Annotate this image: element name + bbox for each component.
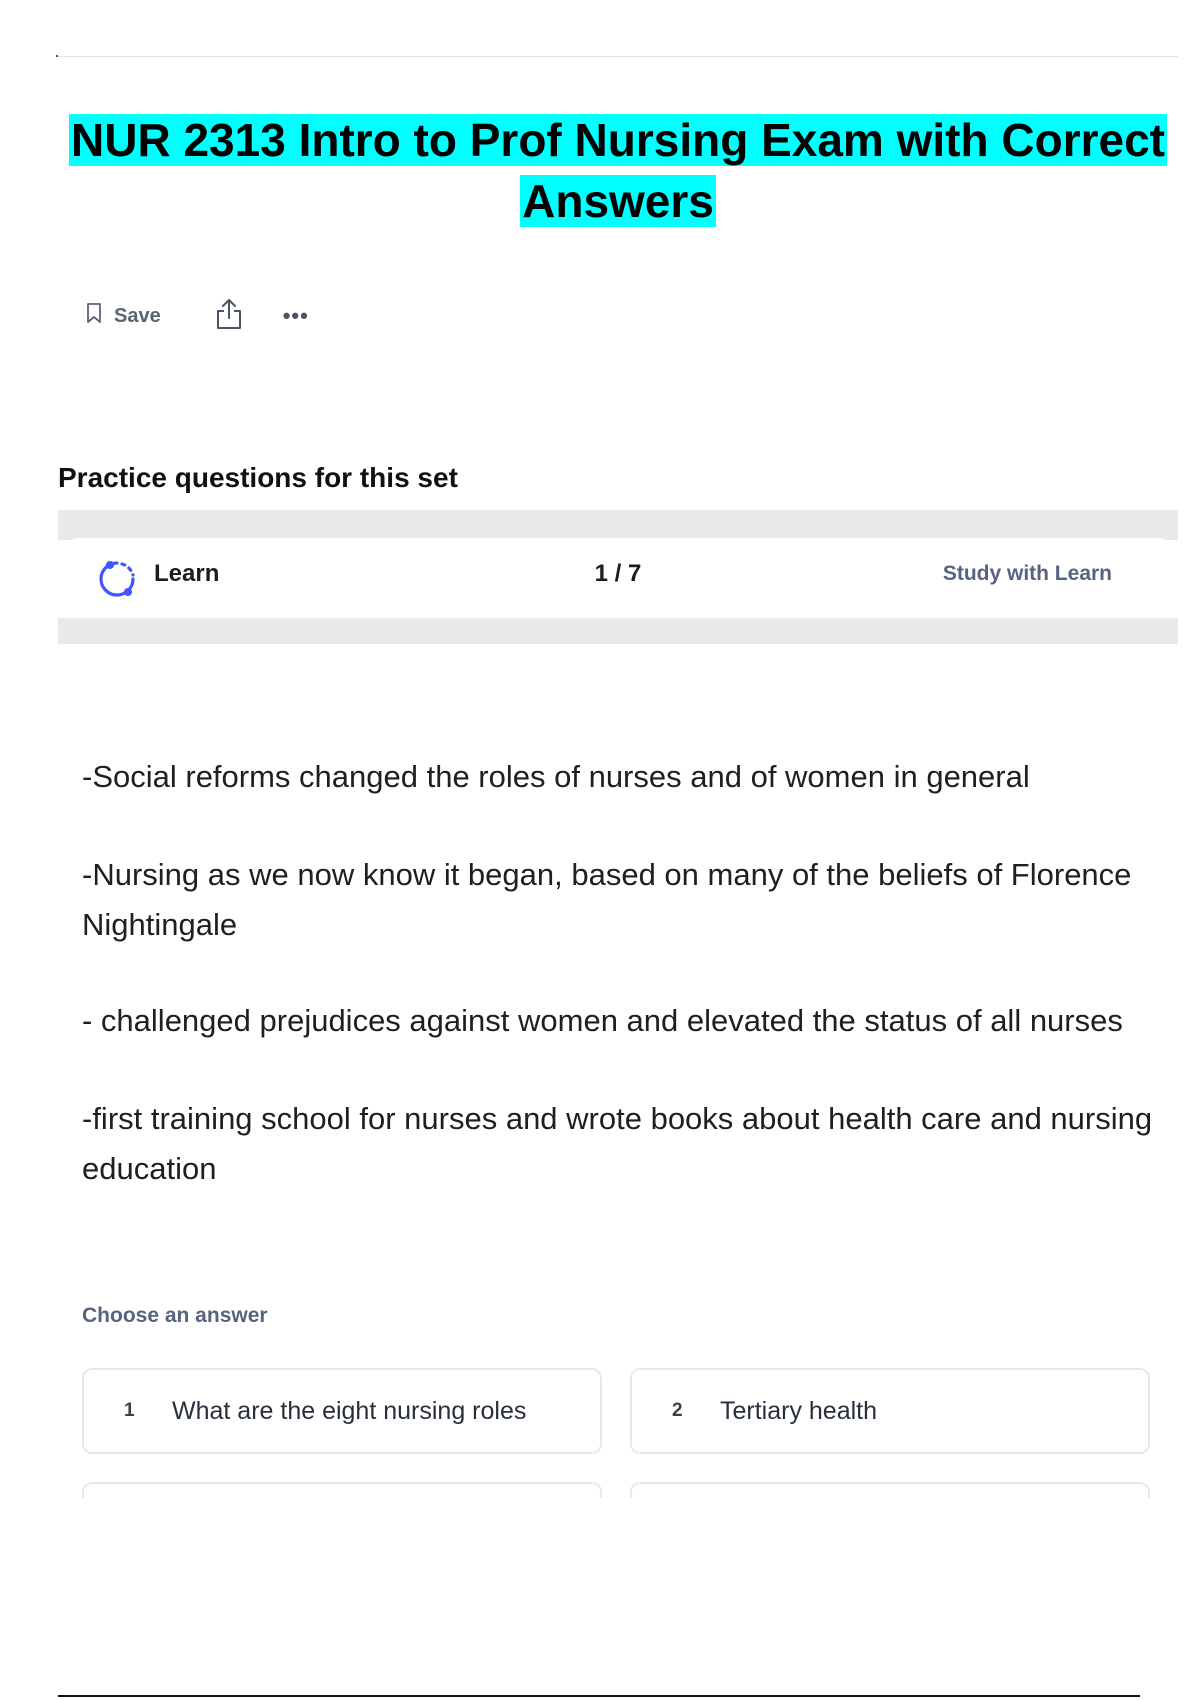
answer-option-1[interactable] xyxy=(82,1368,602,1454)
term-line: - challenged prejudices against women and elevated the status of all nurses xyxy=(82,1003,1123,1038)
bookmark-icon xyxy=(86,302,102,330)
toolbar xyxy=(86,298,309,334)
term-line: -first training school for nurses and wrote books about health care and nursing education xyxy=(82,1101,1153,1186)
term-line: -Social reforms changed the roles of nurses and of women in general xyxy=(82,759,1030,794)
more-icon: ••• xyxy=(282,303,309,328)
bottom-divider xyxy=(58,1695,1140,1697)
more-options-button[interactable] xyxy=(283,303,309,329)
share-button[interactable] xyxy=(215,298,243,335)
page-title: NUR 2313 Intro to Prof Nursing Exam with Correct Answers xyxy=(71,114,1165,227)
section-title: Practice questions for this set xyxy=(58,462,458,493)
card-cutoff xyxy=(58,1498,1178,1554)
top-divider xyxy=(58,56,1178,57)
save-button[interactable] xyxy=(86,302,161,330)
answer-option-2[interactable] xyxy=(630,1368,1150,1454)
choose-answer-label: Choose an answer xyxy=(82,1304,268,1327)
study-with-learn-link[interactable]: Study with Learn xyxy=(942,562,1112,585)
card-header xyxy=(58,538,1178,618)
title-block xyxy=(58,110,1178,232)
card-header-divider xyxy=(58,618,1178,644)
save-label: Save xyxy=(114,304,161,327)
term-line: -Nursing as we now know it began, based on many of the beliefs of Florence Nightingale xyxy=(82,857,1132,942)
answer-number: 2 xyxy=(672,1400,683,1421)
answer-text: What are the eight nursing roles xyxy=(172,1396,527,1425)
question-counter: 1 / 7 xyxy=(594,560,642,587)
answer-number: 1 xyxy=(124,1400,135,1421)
share-icon xyxy=(215,298,243,335)
card-top-band xyxy=(58,510,1178,540)
question-body xyxy=(58,644,1178,1548)
answer-text: Tertiary health xyxy=(720,1396,878,1425)
learn-label: Learn xyxy=(154,560,220,587)
